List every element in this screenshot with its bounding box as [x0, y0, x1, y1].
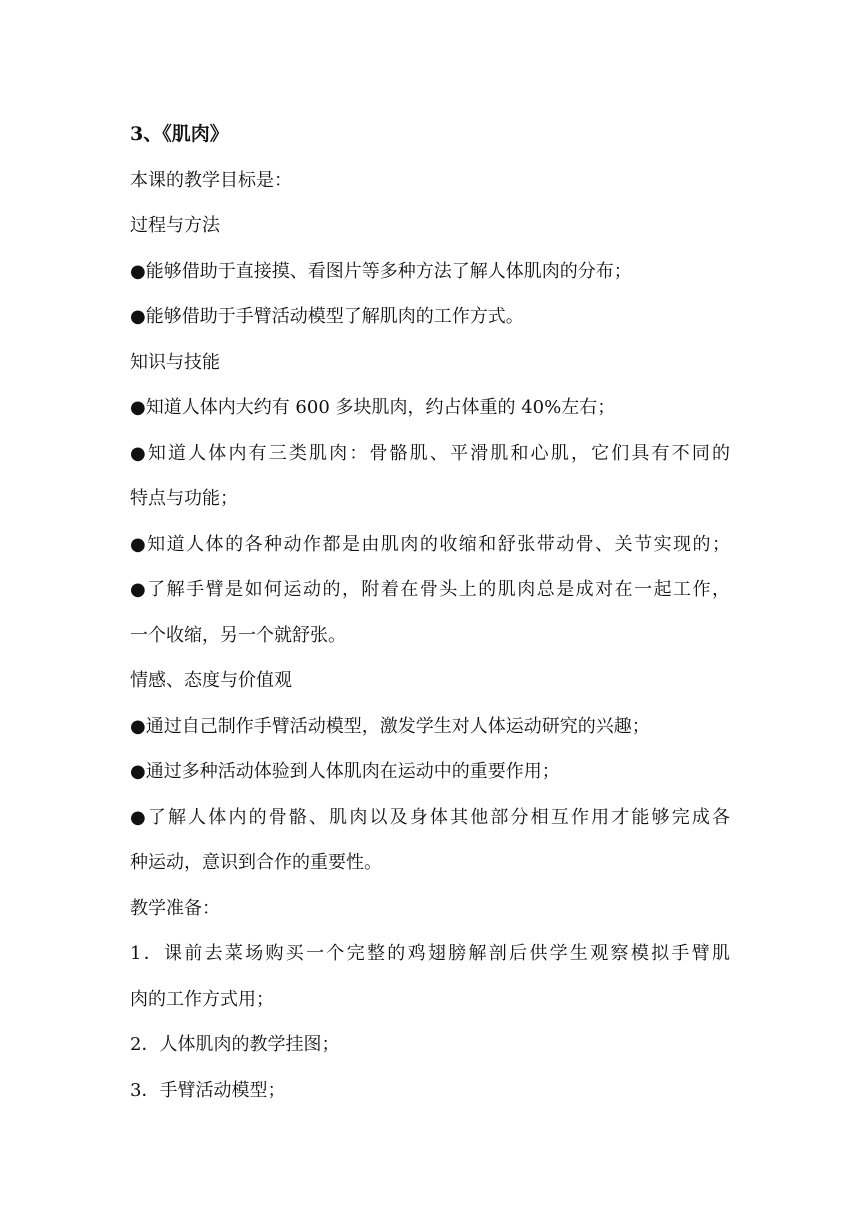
bullet-continuation: 特点与功能；: [130, 488, 238, 509]
objectives-intro: 本课的教学目标是：: [130, 169, 292, 191]
lesson-title: 3、《肌肉》: [130, 123, 229, 145]
bullet-item: ●了解人体内的骨骼、肌肉以及身体其他部分相互作用才能够完成各: [130, 806, 730, 828]
section-heading-process: 过程与方法: [130, 215, 220, 236]
section-heading-knowledge: 知识与技能: [130, 351, 220, 373]
section-heading-values: 情感、态度与价值观: [130, 670, 292, 691]
bullet-continuation: 种运动，意识到合作的重要性。: [130, 852, 382, 873]
numbered-item: 2．人体肌肉的教学挂图；: [130, 1034, 340, 1055]
bullet-item: ●通过自己制作手臂活动模型，激发学生对人体运动研究的兴趣；: [130, 715, 650, 737]
bullet-item: ●通过多种活动体验到人体肌肉在运动中的重要作用；: [130, 761, 560, 782]
numbered-continuation: 肉的工作方式用；: [130, 988, 274, 1010]
bullet-item: ●能够借助于手臂活动模型了解肌肉的工作方式。: [130, 306, 524, 327]
section-heading-preparation: 教学准备：: [130, 897, 220, 919]
bullet-item: ●知道人体内有三类肌肉：骨骼肌、平滑肌和心肌，它们具有不同的: [130, 442, 730, 464]
bullet-item: ●知道人体内大约有 600 多块肌肉，约占体重的 40%左右；: [130, 397, 616, 418]
document-body: [130, 112, 730, 1113]
numbered-item: 1．课前去菜场购买一个完整的鸡翅膀解剖后供学生观察模拟手臂肌: [130, 943, 730, 964]
numbered-item: 3．手臂活动模型；: [130, 1079, 286, 1101]
bullet-item: ●知道人体的各种动作都是由肌肉的收缩和舒张带动骨、关节实现的；: [130, 533, 730, 555]
bullet-item: ●了解手臂是如何运动的，附着在骨头上的肌肉总是成对在一起工作，: [130, 579, 730, 600]
bullet-continuation: 一个收缩，另一个就舒张。: [130, 624, 346, 646]
bullet-item: ●能够借助于直接摸、看图片等多种方法了解人体肌肉的分布；: [130, 260, 632, 282]
